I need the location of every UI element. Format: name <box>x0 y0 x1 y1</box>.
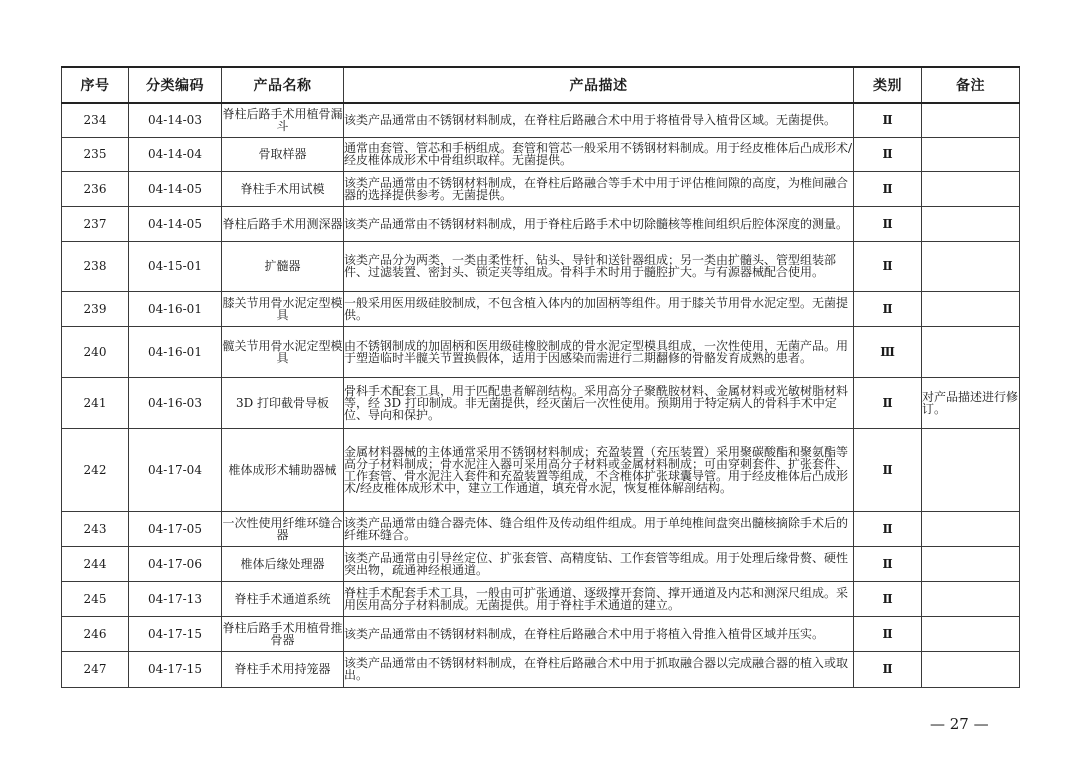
header-category-code: 分类编码 <box>129 67 222 103</box>
row-category-code: 04-14-05 <box>129 171 222 206</box>
row-serial-number: 238 <box>62 241 129 291</box>
row-class: Ⅱ <box>854 377 922 428</box>
row-product-description: 该类产品通常由不锈钢材料制成，在脊柱后路融合等手术中用于评估椎间隙的高度，为椎间融合器的选择提供参考。无菌提供。 <box>344 171 854 206</box>
header-serial-number: 序号 <box>62 67 129 103</box>
table-row <box>62 377 1020 428</box>
row-remarks <box>922 546 1020 581</box>
row-class: Ⅱ <box>854 241 922 291</box>
row-category-code: 04-14-04 <box>129 137 222 171</box>
table-row <box>62 206 1020 241</box>
row-remarks <box>922 291 1020 326</box>
row-remarks: 对产品描述进行修订。 <box>922 377 1020 428</box>
row-class: Ⅱ <box>854 581 922 616</box>
row-product-description: 该类产品通常由缝合器壳体、缝合组件及传动组件组成。用于单纯椎间盘突出髓核摘除手术后的纤维环缝合。 <box>344 511 854 546</box>
row-category-code: 04-17-04 <box>129 428 222 511</box>
catalog-table <box>61 66 1020 688</box>
row-serial-number: 234 <box>62 103 129 137</box>
row-class: Ⅱ <box>854 511 922 546</box>
page-number: — 27 — <box>930 715 989 733</box>
row-product-description: 该类产品通常由不锈钢材料制成，在脊柱后路融合术中用于将植入骨推入植骨区域并压实。 <box>344 616 854 651</box>
row-remarks <box>922 511 1020 546</box>
table-row <box>62 103 1020 137</box>
row-remarks <box>922 241 1020 291</box>
row-class: Ⅱ <box>854 546 922 581</box>
row-product-description: 该类产品通常由不锈钢材料制成，用于脊柱后路手术中切除髓核等椎间组织后腔体深度的测量。 <box>344 206 854 241</box>
row-class: Ⅱ <box>854 616 922 651</box>
table-row <box>62 291 1020 326</box>
table-row <box>62 511 1020 546</box>
row-remarks <box>922 206 1020 241</box>
row-product-name: 膝关节用骨水泥定型模具 <box>222 291 344 326</box>
row-category-code: 04-16-01 <box>129 326 222 377</box>
header-row <box>62 67 1020 103</box>
header-class: 类别 <box>854 67 922 103</box>
row-product-description: 该类产品通常由不锈钢材料制成，在脊柱后路融合术中用于将植骨导入植骨区域。无菌提供。 <box>344 103 854 137</box>
row-product-name: 脊柱手术用持笼器 <box>222 651 344 687</box>
row-product-name: 椎体成形术辅助器械 <box>222 428 344 511</box>
table-row <box>62 581 1020 616</box>
row-category-code: 04-17-06 <box>129 546 222 581</box>
row-remarks <box>922 137 1020 171</box>
row-product-name: 脊柱后路手术用测深器 <box>222 206 344 241</box>
row-serial-number: 241 <box>62 377 129 428</box>
row-serial-number: 236 <box>62 171 129 206</box>
table-row <box>62 651 1020 687</box>
row-product-name: 髋关节用骨水泥定型模具 <box>222 326 344 377</box>
row-serial-number: 247 <box>62 651 129 687</box>
row-class: Ⅱ <box>854 206 922 241</box>
row-remarks <box>922 428 1020 511</box>
table-row <box>62 326 1020 377</box>
row-product-description: 金属材料器械的主体通常采用不锈钢材料制成；充盈装置（充压装置）采用聚碳酸酯和聚氨酯等高分子材料制成；骨水泥注入器可采用高分子材料或金属材料制成；可由穿刺套件、扩张套件、工作套管、骨水泥注入套件和充盈装置等组成，不含椎体扩张球囊导管。用于经皮椎体后凸成形术/经皮椎体成形术中，建立工作通道，填充骨水泥，恢复椎体解剖结构。 <box>344 428 854 511</box>
table-row <box>62 171 1020 206</box>
row-product-description: 由不锈钢制成的加固柄和医用级硅橡胶制成的骨水泥定型模具组成，一次性使用，无菌产品。用于塑造临时半髋关节置换假体，适用于因感染而需进行二期翻修的骨骼发育成熟的患者。 <box>344 326 854 377</box>
row-product-name: 椎体后缘处理器 <box>222 546 344 581</box>
row-class: Ⅱ <box>854 651 922 687</box>
row-product-description: 该类产品通常由不锈钢材料制成，在脊柱后路融合术中用于抓取融合器以完成融合器的植入或取出。 <box>344 651 854 687</box>
table-row <box>62 616 1020 651</box>
row-category-code: 04-17-15 <box>129 651 222 687</box>
table-row <box>62 137 1020 171</box>
row-product-name: 脊柱手术通道系统 <box>222 581 344 616</box>
row-serial-number: 242 <box>62 428 129 511</box>
row-product-name: 脊柱后路手术用植骨漏斗 <box>222 103 344 137</box>
row-product-name: 3D 打印截骨导板 <box>222 377 344 428</box>
header-product-name: 产品名称 <box>222 67 344 103</box>
row-serial-number: 244 <box>62 546 129 581</box>
row-remarks <box>922 616 1020 651</box>
row-class: Ⅲ <box>854 326 922 377</box>
row-category-code: 04-16-01 <box>129 291 222 326</box>
row-category-code: 04-16-03 <box>129 377 222 428</box>
row-serial-number: 237 <box>62 206 129 241</box>
row-serial-number: 243 <box>62 511 129 546</box>
row-category-code: 04-17-05 <box>129 511 222 546</box>
row-category-code: 04-17-13 <box>129 581 222 616</box>
header-product-description: 产品描述 <box>344 67 854 103</box>
row-product-name: 脊柱后路手术用植骨推骨器 <box>222 616 344 651</box>
row-class: Ⅱ <box>854 137 922 171</box>
row-remarks <box>922 326 1020 377</box>
row-product-name: 骨取样器 <box>222 137 344 171</box>
row-product-description: 通常由套管、管芯和手柄组成。套管和管芯一般采用不锈钢材料制成。用于经皮椎体后凸成形术/经皮椎体成形术中骨组织取样。无菌提供。 <box>344 137 854 171</box>
table-row <box>62 241 1020 291</box>
row-product-description: 脊柱手术配套手术工具，一般由可扩张通道、逐级撑开套筒、撑开通道及内芯和测深尺组成。采用医用高分子材料制成。无菌提供。用于脊柱手术通道的建立。 <box>344 581 854 616</box>
row-category-code: 04-14-05 <box>129 206 222 241</box>
table-row <box>62 428 1020 511</box>
row-product-description: 骨科手术配套工具，用于匹配患者解剖结构。采用高分子聚酰胺材料、金属材料或光敏树脂材料等，经 3D 打印制成。非无菌提供，经灭菌后一次性使用。预期用于特定病人的骨科手术中定位、导向和保护。 <box>344 377 854 428</box>
row-product-name: 扩髓器 <box>222 241 344 291</box>
row-category-code: 04-15-01 <box>129 241 222 291</box>
table-row <box>62 546 1020 581</box>
row-serial-number: 245 <box>62 581 129 616</box>
row-serial-number: 235 <box>62 137 129 171</box>
row-product-name: 一次性使用纤维环缝合器 <box>222 511 344 546</box>
row-product-description: 一般采用医用级硅胶制成，不包含植入体内的加固柄等组件。用于膝关节用骨水泥定型。无菌提供。 <box>344 291 854 326</box>
row-remarks <box>922 651 1020 687</box>
row-remarks <box>922 103 1020 137</box>
row-class: Ⅱ <box>854 103 922 137</box>
row-category-code: 04-14-03 <box>129 103 222 137</box>
row-class: Ⅱ <box>854 291 922 326</box>
row-serial-number: 246 <box>62 616 129 651</box>
row-product-description: 该类产品分为两类，一类由柔性杆、钻头、导针和送针器组成；另一类由扩髓头、管型组装部件、过滤装置、密封头、锁定夹等组成。骨科手术时用于髓腔扩大。与有源器械配合使用。 <box>344 241 854 291</box>
row-class: Ⅱ <box>854 171 922 206</box>
row-category-code: 04-17-15 <box>129 616 222 651</box>
row-product-name: 脊柱手术用试模 <box>222 171 344 206</box>
row-class: Ⅱ <box>854 428 922 511</box>
header-remarks: 备注 <box>922 67 1020 103</box>
row-remarks <box>922 171 1020 206</box>
row-remarks <box>922 581 1020 616</box>
row-serial-number: 239 <box>62 291 129 326</box>
row-product-description: 该类产品通常由引导丝定位、扩张套管、高精度钻、工作套管等组成。用于处理后缘骨赘、硬性突出物，疏通神经根通道。 <box>344 546 854 581</box>
row-serial-number: 240 <box>62 326 129 377</box>
